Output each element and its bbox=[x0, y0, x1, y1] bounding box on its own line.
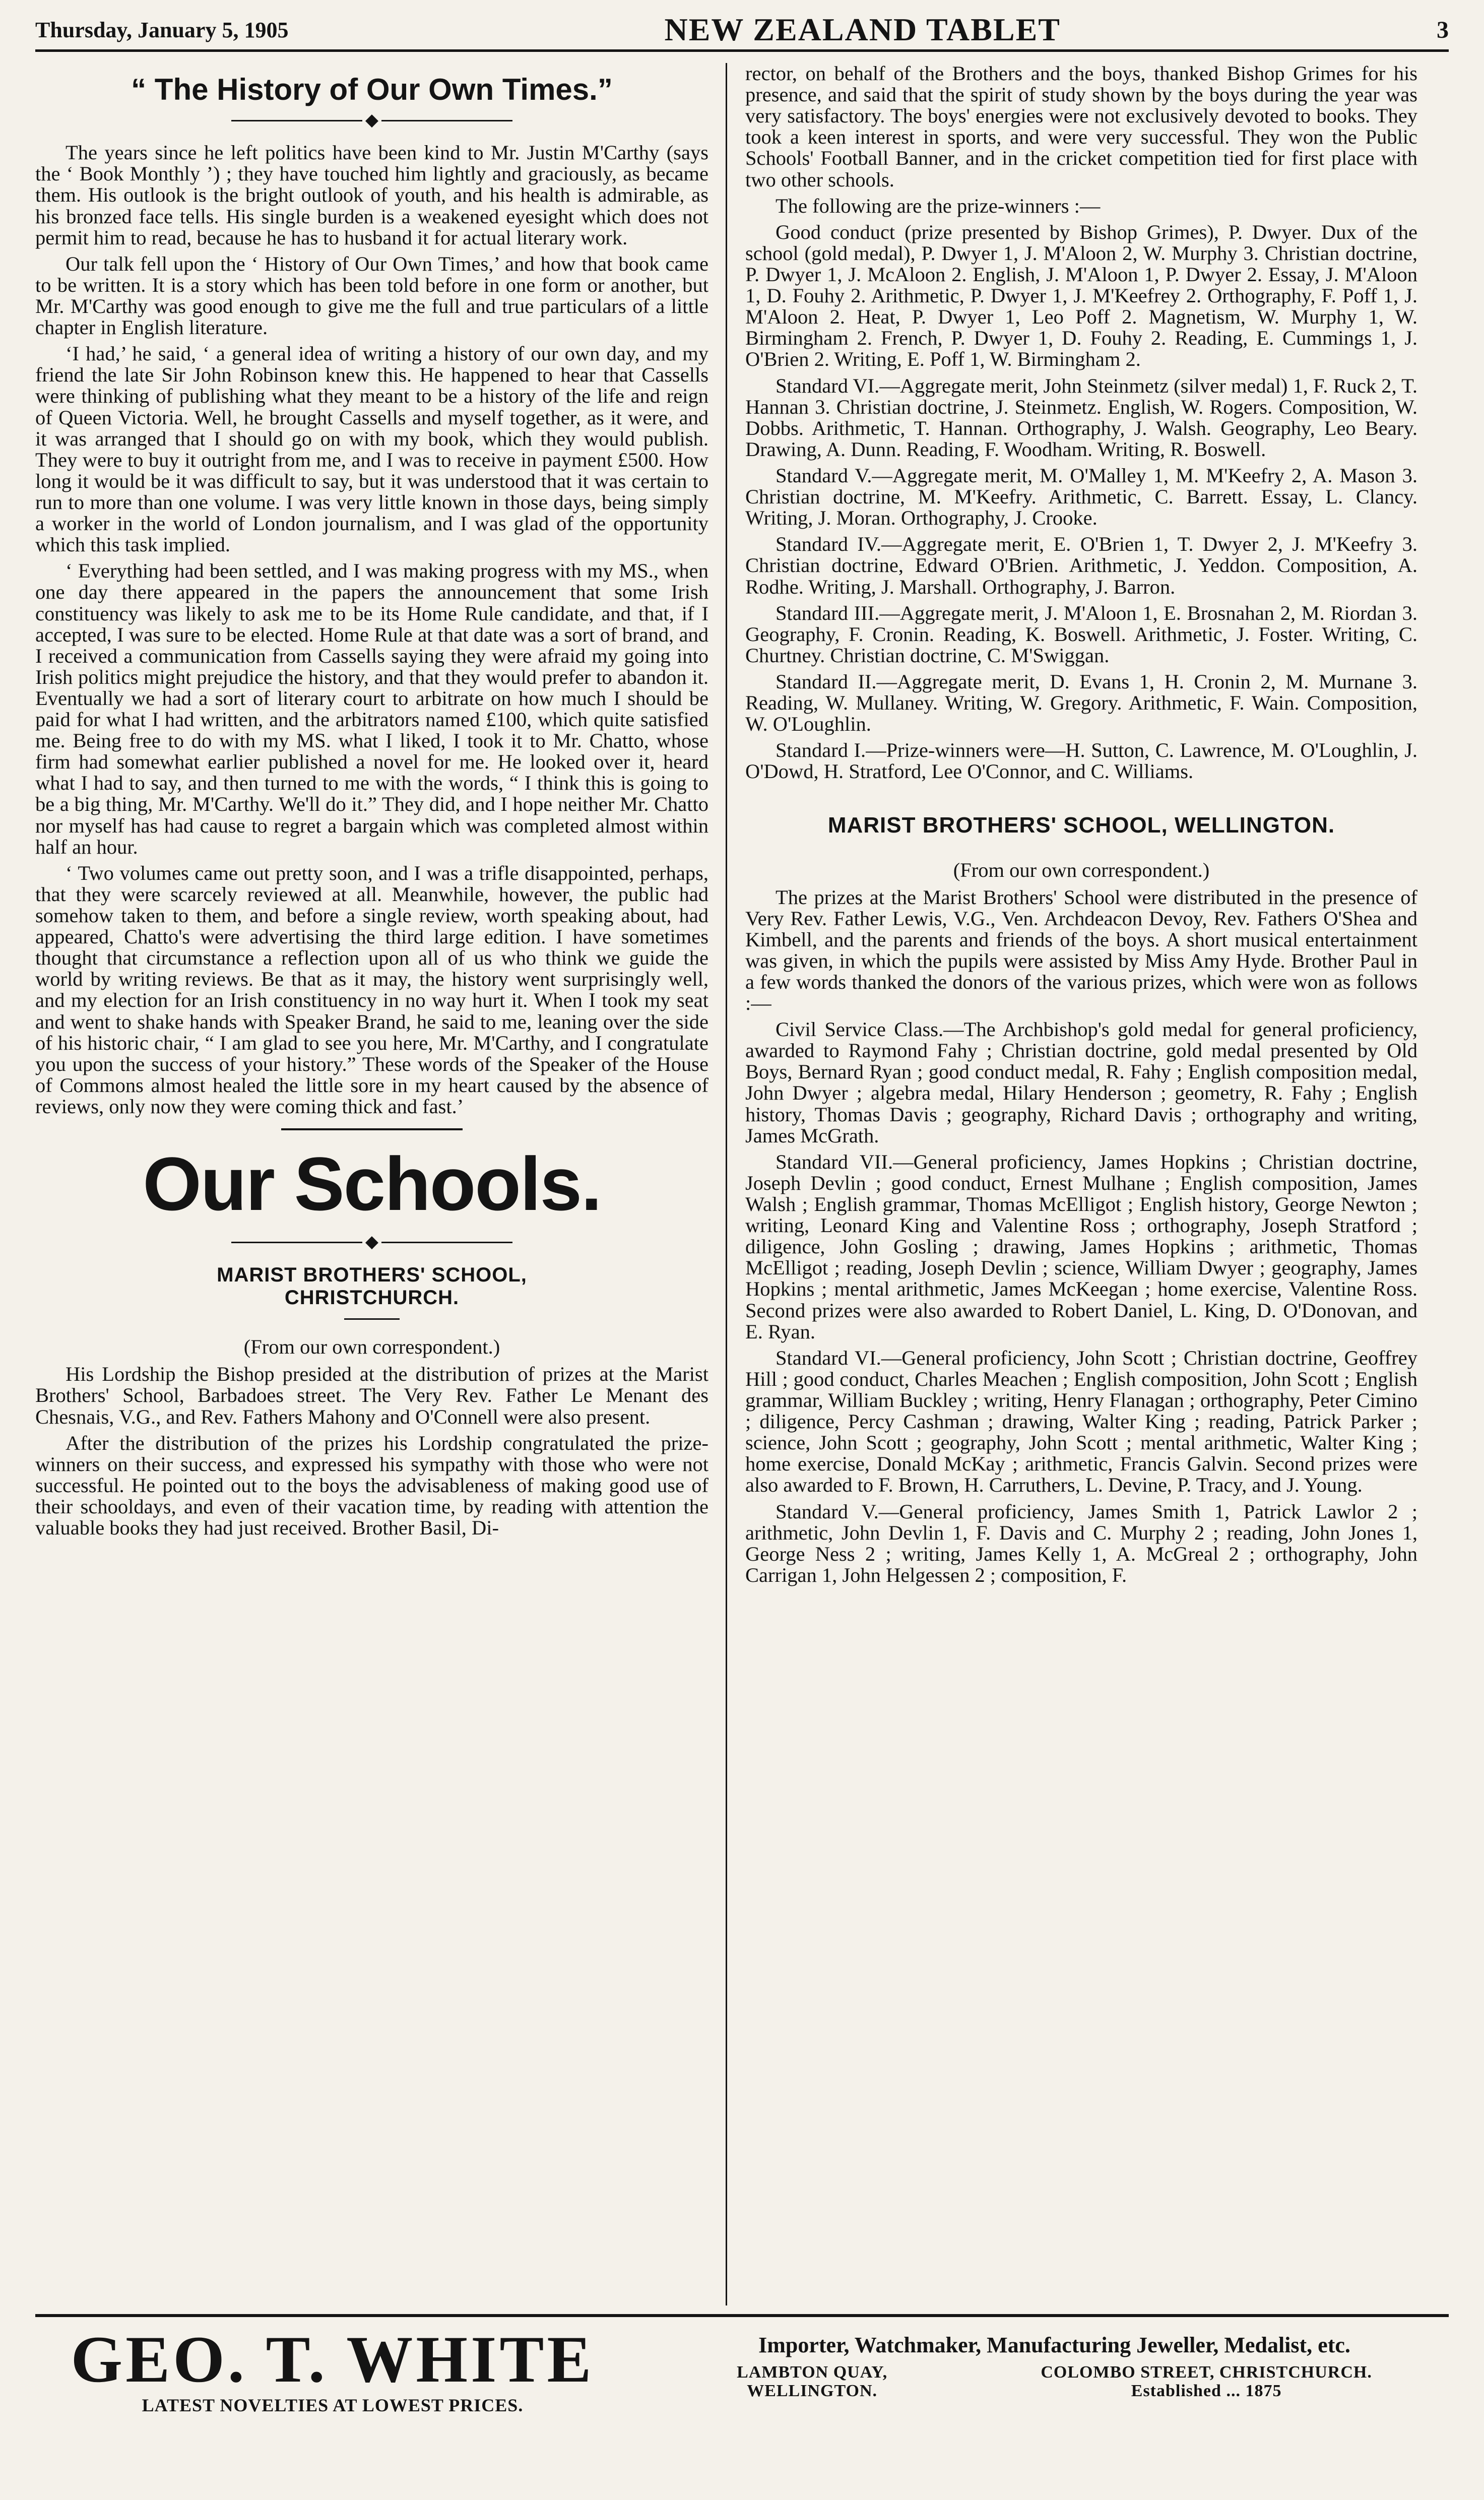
correspondent-note: (From our own correspondent.) bbox=[953, 858, 1210, 881]
history-paragraph: Our talk fell upon the ‘ History of Our Own Times,’ and how that book came to be written. It is a story which has been told before in one form or another, but Mr. M'Carthy was good enough to give me the full and true particulars of a little chapter in English literature. bbox=[35, 252, 708, 339]
issue-date: Thursday, January 5, 1905 bbox=[35, 17, 289, 42]
prize-list: Standard VI.—General proficiency, John Scott ; Christian doctrine, Geoffrey Hill ; good conduct, Charles Meachen ; English composition, John Scott ; English grammar, William Buckley ; writing, Henry Flanagan ; orthography, Peter Cimino ; diligence, Percy Cashman ; drawing, Walter King ; reading, Patrick Parker ; science, John Scott ; geography, John Scott ; mental arithmetic, Walter King ; home exercise, Donald McKay ; arithmetic, Francis Galvin. Second prizes were also awarded to F. Brown, H. Carruthers, L. Devine, P. Tracy, and J. Young. bbox=[745, 1346, 1417, 1497]
publication-title: NEW ZEALAND TABLET bbox=[664, 12, 1061, 47]
masthead bbox=[35, 12, 1449, 52]
advertisement bbox=[35, 2322, 1449, 2477]
right-column bbox=[727, 63, 1417, 2305]
address-christchurch bbox=[1041, 2363, 1372, 2401]
footer-rule bbox=[35, 2314, 1449, 2317]
address-wellington bbox=[737, 2363, 887, 2401]
ornament-rule bbox=[231, 120, 362, 121]
history-paragraph: ‘ Two volumes came out pretty soon, and I was a trifle disappointed, perhaps, that they were scarcely reviewed at all. Meanwhile, however, the public had somehow taken to them, and before a single review, worth speaking about, had appeared, Chatto's were advertising the third large edition. I have sometimes thought that circumstance a reflection upon all of us who think we guide the world by writing reviews. Be that as it may, the history went surprisingly well, and my election for an Irish constituency in no way hurt it. When I took my seat and went to shake hands with Speaker Brand, he said to me, leaning over the side of his historic chair, “ I am glad to see you here, Mr. M'Carthy, and I congratulate you upon the success of your history.” These words of the Speaker of the House of Commons almost healed the little sore in my heart caused by the absence of reviews, only now they were coming thick and fast.’ bbox=[35, 861, 708, 1118]
christchurch-school-title: MARIST BROTHERS' SCHOOL, bbox=[217, 1264, 527, 1287]
advertiser-slogan: LATEST NOVELTIES AT LOWEST PRICES. bbox=[142, 2395, 524, 2415]
christchurch-paragraph: His Lordship the Bishop presided at the distribution of prizes at the Marist Brothers' School, Barbadoes street. The Very Rev. Father Le Menant des Chesnais, V.G., and Rev. Fathers Mahony and O'Connell were also present. bbox=[35, 1363, 708, 1428]
diamond-icon: ◆ bbox=[365, 111, 379, 130]
history-paragraph: ‘I had,’ he said, ‘ a general idea of writing a history of our own day, and my friend the late Sir John Robinson knew this. He happened to hear that Cassells were thinking of publishing what they meant to be a history of the life and reign of Queen Victoria. Well, he brought Cassells and myself together, as it were, and it was arranged that I should go on with my book, which they would publish. They were to buy it outright from me, and I was to receive in payment £500. How long it would be it was difficult to say, but it was understood that it was certain to run to more than one volume. I was very little known in those days, being simply a worker in the world of London journalism, and I was glad of the opportunity which this task implied. bbox=[35, 342, 708, 556]
history-heading: “ The History of Our Own Times.” bbox=[131, 73, 613, 106]
heading-ornament bbox=[35, 111, 708, 129]
prize-list: Standard V.—General proficiency, James Smith 1, Patrick Lawlor 2 ; arithmetic, John Devlin 1, F. Davis and C. Murphy 2 ; reading, John Jones 1, George Ness 2 ; writing, James Kelly 1, A. McGreal 2 ; orthography, John Carrigan 1, John Helgessen 2 ; composition, F. bbox=[745, 1500, 1417, 1586]
prize-list: Standard IV.—Aggregate merit, E. O'Brien 1, T. Dwyer 2, J. M'Keefry 3. Christian doctrine, Edward O'Brien. Arithmetic, J. Yeddon. Composition, A. Rodhe. Writing, J. Marshall. Orthography, J. Barron. bbox=[745, 533, 1417, 598]
prize-list: Standard III.—Aggregate merit, J. M'Aloon 1, E. Brosnahan 2, M. Riordan 3. Geography, F. Cronin. Reading, K. Boswell. Arithmetic, J. Foster. Writing, C. Churtney. Christian doctrine, C. M'Swiggan. bbox=[745, 601, 1417, 667]
christchurch-school-city: CHRISTCHURCH. bbox=[284, 1287, 460, 1309]
advertiser-block bbox=[35, 2322, 630, 2416]
ornament-rule bbox=[231, 1242, 362, 1243]
advertiser-description: Importer, Watchmaker, Manufacturing Jeweller, Medalist, etc. bbox=[758, 2333, 1350, 2357]
ornament-rule bbox=[381, 120, 512, 121]
schools-heading: Our Schools. bbox=[143, 1141, 601, 1227]
christchurch-paragraph: The following are the prize-winners :— bbox=[776, 194, 1101, 217]
address-street: LAMBTON QUAY, bbox=[737, 2363, 888, 2382]
left-column bbox=[35, 63, 726, 2305]
short-divider bbox=[344, 1318, 400, 1320]
wellington-school-title: MARIST BROTHERS' SCHOOL, WELLINGTON. bbox=[827, 812, 1335, 838]
christchurch-paragraph: rector, on behalf of the Brothers and the boys, thanked Bishop Grimes for his presence, and said that the spirit of study shown by the boys during the year was very satisfactory. The boys' energies were not exclusively devoted to books. They took a keen interest in sports, and were very successful. They won the Public Schools' Football Banner, and in the cricket competition tied for first place with two other schools. bbox=[745, 63, 1417, 191]
history-paragraph: The years since he left politics have been kind to Mr. Justin M'Carthy (says the ‘ Book Monthly ’) ; they have touched him lightly and graciously, as became them. His outlook is the bright outlook of youth, and his health is admirable, as his bronzed face tells. His single burden is a weakened eyesight which does not permit him to read, because he has to husband it for actual literary work. bbox=[35, 141, 708, 249]
history-paragraph: ‘ Everything had been settled, and I was making progress with my MS., when one day there appeared in the papers the announcement that some Irish constituency was likely to ask me to be its Home Rule candidate, and that, if I accepted, I was sure to be elected. Home Rule at that date was a sort of brand, and I received a communication from Cassells saying they were afraid my going into Irish politics might prejudice the history, and that they would prefer to abandon it. Eventually we had a sort of literary court to arbitrate on how much I should be paid for what I had written, and the arbitrators named £100, which quite satisfied me. Being free to do with my MS. what I liked, I took it to Mr. Chatto, whose firm had somewhat earlier published a novel for me. He looked over it, heard what I had to say, and then turned to me with the words, “ I think this is going to be a big thing, Mr. M'Carthy. We'll do it.” They did, and I hope neither Mr. Chatto nor myself has had cause to regret a bargain which was completed almost within half an hour. bbox=[35, 559, 708, 858]
established-year: Established ... 1875 bbox=[1131, 2382, 1282, 2401]
prize-list: Standard VI.—Aggregate merit, John Steinmetz (silver medal) 1, F. Ruck 2, T. Hannan 3. Christian doctrine, J. Steinmetz. English, W. Rogers. Composition, W. Dobbs. Arithmetic, T. Hannan. Orthography, J. Walsh. Geography, Leo Beary. Drawing, A. Dunn. Reading, F. Woodham. Writing, R. Boswell. bbox=[745, 374, 1417, 461]
advertiser-name: GEO. T. WHITE bbox=[71, 2322, 595, 2396]
columns bbox=[35, 63, 1449, 2305]
correspondent-note: (From our own correspondent.) bbox=[243, 1335, 500, 1359]
prize-list: Civil Service Class.—The Archbishop's gold medal for general proficiency, awarded to Raymond Fahy ; Christian doctrine, gold medal presented by Old Boys, Bernard Ryan ; good conduct medal, R. Fahy ; English composition medal, John Dwyer ; algebra medal, Hilary Henderson ; geometry, R. Fahy ; English history, Thomas Davis ; geography, Richard Davis ; orthography and writing, James McGrath. bbox=[745, 1018, 1417, 1147]
address-street: COLOMBO STREET, CHRISTCHURCH. bbox=[1041, 2363, 1372, 2382]
prize-list: Standard VII.—General proficiency, James Hopkins ; Christian doctrine, Joseph Devlin ; good conduct, Ernest Mulhane ; English composition, James Walsh ; English grammar, Thomas McElligot ; English history, George Newton ; writing, Leonard King and Valentine Ross ; orthography, Joseph Stratford ; diligence, John Gosling ; drawing, James Hopkins ; arithmetic, Thomas McElligot ; reading, Joseph Devlin ; science, William Dwyer ; geography, James Hopkins ; mental arithmetic, James McKeegan ; home exercise, Valentine Ross. Second prizes were also awarded to Robert Daniel, L. King, D. O'Donovan, and E. Ryan. bbox=[745, 1150, 1417, 1343]
prize-list: Standard II.—Aggregate merit, D. Evans 1, H. Cronin 2, M. Murnane 3. Reading, W. Mullaney. Writing, W. Gregory. Arithmetic, F. Wain. Composition, W. O'Loughlin. bbox=[745, 670, 1417, 736]
section-divider bbox=[281, 1128, 463, 1130]
advertiser-addresses bbox=[660, 2363, 1449, 2401]
ornament-rule bbox=[381, 1242, 512, 1243]
diamond-icon: ◆ bbox=[365, 1233, 379, 1252]
page-number: 3 bbox=[1437, 16, 1449, 43]
wellington-paragraph: The prizes at the Marist Brothers' School were distributed in the presence of Very Rev. Father Lewis, V.G., Ven. Archdeacon Devoy, Rev. Fathers O'Shea and Kimbell, and the parents and friends of the boys. A short musical entertainment was given, in which the pupils were assisted by Miss Amy Hyde. Brother Paul in a few words thanked the donors of the various prizes, which were won as follows :— bbox=[745, 885, 1417, 1015]
prize-list: Good conduct (prize presented by Bishop Grimes), P. Dwyer. Dux of the school (gold medal), P. Dwyer 1, J. M'Aloon 2, W. Murphy 3. Christian doctrine, P. Dwyer 1, J. McAloon 2. English, J. M'Aloon 1, P. Dwyer 2. Essay, J. M'Aloon 1, D. Fouhy 2. Arithmetic, P. Dwyer 1, J. M'Keefrey 2. Orthography, F. Poff 1, J. M'Aloon 2. Heat, P. Dwyer 1, Leo Poff 2. Magnetism, W. Murphy 1, W. Birmingham 2. French, P. Dwyer 1, D. Fouhy 2. Reading, E. Cummings 1, J. O'Brien 2. Writing, E. Poff 1, W. Birmingham 2. bbox=[745, 220, 1417, 371]
christchurch-paragraph: After the distribution of the prizes his Lordship congratulated the prize-winners on their success, and expressed his sympathy with those who were not successful. He pointed out to the boys the advisableness of making good use of their schooldays, and even of their vacation time, by reading with attention the valuable books they had just received. Brother Basil, Di- bbox=[35, 1431, 708, 1540]
address-city: WELLINGTON. bbox=[747, 2382, 878, 2401]
prize-list: Standard I.—Prize-winners were—H. Sutton, C. Lawrence, M. O'Loughlin, J. O'Dowd, H. Stratford, Lee O'Connor, and C. Williams. bbox=[745, 739, 1417, 783]
advertiser-details bbox=[630, 2326, 1449, 2401]
prize-list: Standard V.—Aggregate merit, M. O'Malley 1, M. M'Keefry 2, A. Mason 3. Christian doctrine, M. M'Keefry. Arithmetic, C. Barrett. Essay, L. Clancy. Writing, J. Moran. Orthography, J. Crooke. bbox=[745, 464, 1417, 530]
heading-ornament bbox=[35, 1233, 708, 1251]
